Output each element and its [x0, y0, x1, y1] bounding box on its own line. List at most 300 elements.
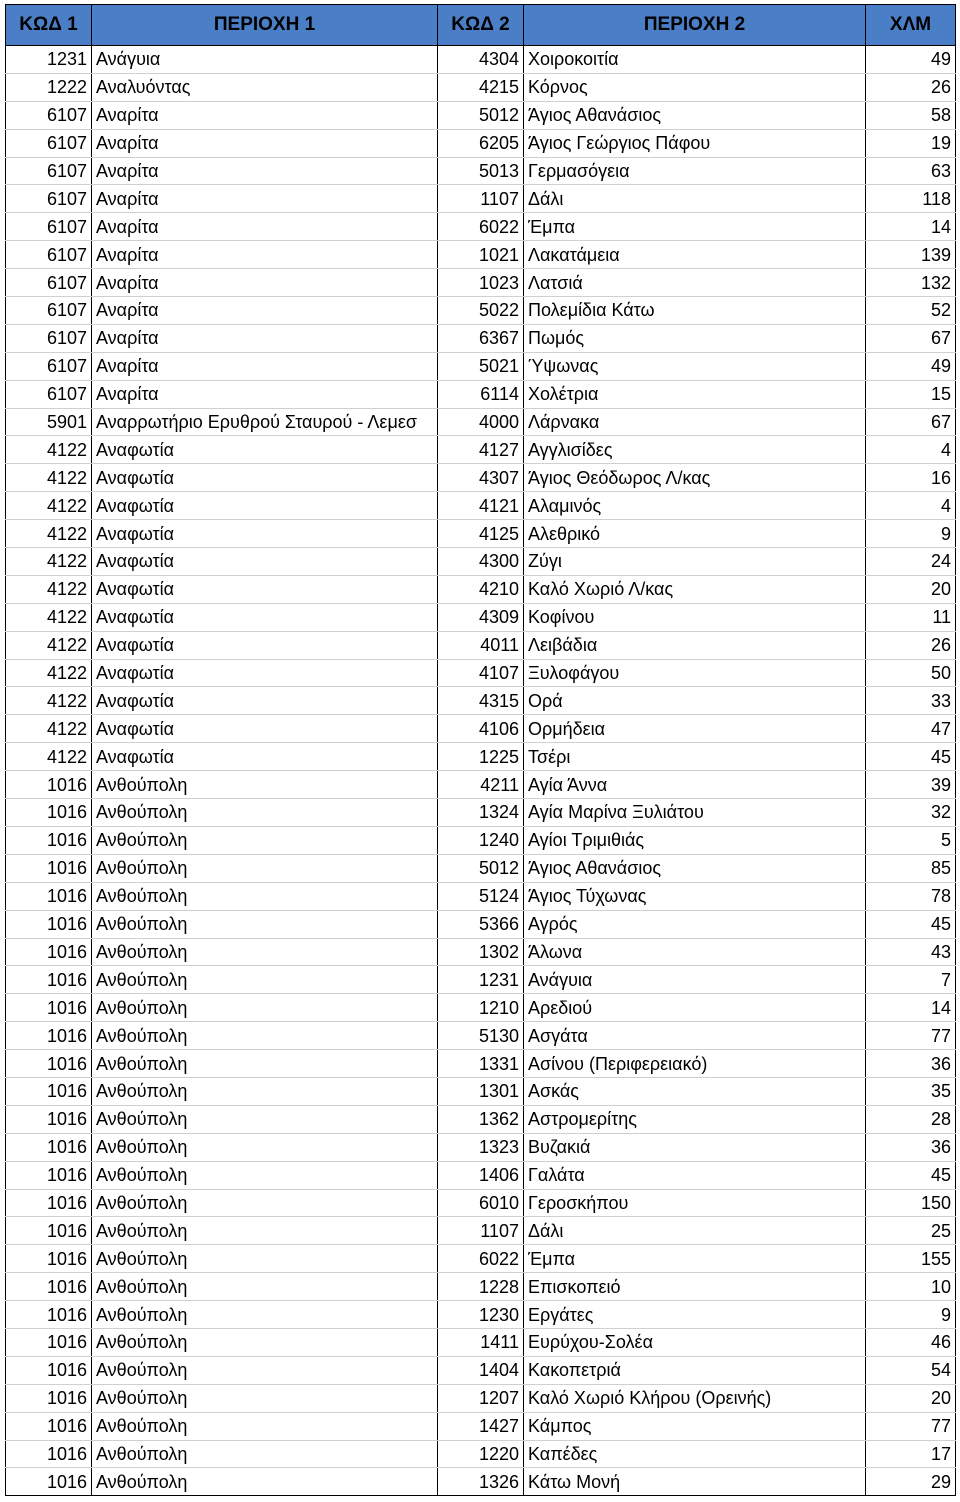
area-2-cell: Χοιροκοιτία	[524, 46, 866, 74]
code-2-cell: 4127	[438, 436, 524, 464]
area-2-cell: Ασίνου (Περιφερειακό)	[524, 1050, 866, 1078]
area-2-cell: Κάτω Μονή	[524, 1468, 866, 1496]
area-2-cell: Πωμός	[524, 324, 866, 352]
area-1-cell: Ανθούπολη	[92, 882, 438, 910]
code-1-cell: 1016	[6, 1412, 92, 1440]
area-2-cell: Αγρός	[524, 910, 866, 938]
area-1-cell: Ανθούπολη	[92, 1161, 438, 1189]
area-2-cell: Αγγλισίδες	[524, 436, 866, 464]
area-1-cell: Αναρρωτήριο Ερυθρού Σταυρού - Λεμεσ	[92, 408, 438, 436]
table-row	[6, 966, 956, 994]
code-2-cell: 1406	[438, 1161, 524, 1189]
area-1-cell: Αναρίτα	[92, 269, 438, 297]
distance-table	[5, 4, 956, 1496]
table-row	[6, 1077, 956, 1105]
area-1-cell: Ανθούπολη	[92, 1273, 438, 1301]
area-1-cell: Ανθούπολη	[92, 1022, 438, 1050]
km-cell: 39	[866, 771, 956, 799]
km-cell: 85	[866, 854, 956, 882]
table-row	[6, 213, 956, 241]
area-1-cell: Αναφωτία	[92, 743, 438, 771]
table-row	[6, 352, 956, 380]
code-2-cell: 1240	[438, 826, 524, 854]
area-2-cell: Άγιος Θεόδωρος Λ/κας	[524, 464, 866, 492]
table-row	[6, 324, 956, 352]
km-cell: 77	[866, 1022, 956, 1050]
area-2-cell: Ευρύχου-Σολέα	[524, 1328, 866, 1356]
area-1-cell: Ανθούπολη	[92, 1105, 438, 1133]
area-2-cell: Κακοπετριά	[524, 1356, 866, 1384]
km-cell: 155	[866, 1245, 956, 1273]
code-1-cell: 1016	[6, 1077, 92, 1105]
code-1-cell: 1016	[6, 1050, 92, 1078]
area-1-cell: Ανθούπολη	[92, 1189, 438, 1217]
area-1-cell: Ανθούπολη	[92, 1077, 438, 1105]
code-1-cell: 6107	[6, 241, 92, 269]
table-row	[6, 548, 956, 576]
code-1-cell: 4122	[6, 603, 92, 631]
km-cell: 7	[866, 966, 956, 994]
km-cell: 78	[866, 882, 956, 910]
code-1-cell: 1016	[6, 1105, 92, 1133]
code-1-cell: 1016	[6, 1022, 92, 1050]
code-2-cell: 1021	[438, 241, 524, 269]
area-2-cell: Λειβάδια	[524, 631, 866, 659]
code-1-cell: 4122	[6, 575, 92, 603]
table-row	[6, 1050, 956, 1078]
km-cell: 36	[866, 1133, 956, 1161]
area-2-cell: Χολέτρια	[524, 380, 866, 408]
area-1-cell: Ανθούπολη	[92, 854, 438, 882]
code-1-cell: 1016	[6, 1301, 92, 1329]
code-1-cell: 4122	[6, 436, 92, 464]
code-1-cell: 1016	[6, 1161, 92, 1189]
table-row	[6, 687, 956, 715]
area-1-cell: Αναφωτία	[92, 520, 438, 548]
area-2-cell: Αγία Άννα	[524, 771, 866, 799]
code-2-cell: 1220	[438, 1440, 524, 1468]
area-2-cell: Γεροσκήπου	[524, 1189, 866, 1217]
area-2-cell: Γερμασόγεια	[524, 157, 866, 185]
area-2-cell: Ορμήδεια	[524, 715, 866, 743]
code-2-cell: 4011	[438, 631, 524, 659]
area-2-cell: Δάλι	[524, 1217, 866, 1245]
table-row	[6, 743, 956, 771]
km-cell: 5	[866, 826, 956, 854]
table-row	[6, 1468, 956, 1496]
area-2-cell: Επισκοπειό	[524, 1273, 866, 1301]
code-1-cell: 4122	[6, 464, 92, 492]
km-cell: 16	[866, 464, 956, 492]
km-cell: 35	[866, 1077, 956, 1105]
code-2-cell: 1107	[438, 1217, 524, 1245]
table-row	[6, 994, 956, 1022]
table-body	[6, 46, 956, 1496]
code-2-cell: 4215	[438, 73, 524, 101]
code-2-cell: 1362	[438, 1105, 524, 1133]
km-cell: 118	[866, 185, 956, 213]
area-1-cell: Αναρίτα	[92, 297, 438, 325]
column-header-code-1: ΚΩΔ 1	[6, 5, 92, 46]
area-2-cell: Ζύγι	[524, 548, 866, 576]
code-2-cell: 4307	[438, 464, 524, 492]
area-2-cell: Καλό Χωριό Κλήρου (Ορεινής)	[524, 1384, 866, 1412]
area-1-cell: Αναφωτία	[92, 687, 438, 715]
km-cell: 24	[866, 548, 956, 576]
code-1-cell: 1016	[6, 1384, 92, 1412]
code-1-cell: 5901	[6, 408, 92, 436]
km-cell: 26	[866, 631, 956, 659]
area-2-cell: Κάμπος	[524, 1412, 866, 1440]
area-2-cell: Αγίοι Τριμιθιάς	[524, 826, 866, 854]
area-1-cell: Αναφωτία	[92, 492, 438, 520]
area-1-cell: Αναφωτία	[92, 715, 438, 743]
km-cell: 45	[866, 910, 956, 938]
area-1-cell: Ανθούπολη	[92, 966, 438, 994]
km-cell: 20	[866, 575, 956, 603]
code-2-cell: 4000	[438, 408, 524, 436]
code-2-cell: 6114	[438, 380, 524, 408]
code-2-cell: 4211	[438, 771, 524, 799]
km-cell: 20	[866, 1384, 956, 1412]
code-1-cell: 1016	[6, 771, 92, 799]
code-2-cell: 1225	[438, 743, 524, 771]
table-row	[6, 1105, 956, 1133]
km-cell: 139	[866, 241, 956, 269]
table-row	[6, 1161, 956, 1189]
code-1-cell: 4122	[6, 520, 92, 548]
table-row	[6, 603, 956, 631]
area-2-cell: Αλαμινός	[524, 492, 866, 520]
km-cell: 26	[866, 73, 956, 101]
code-1-cell: 1016	[6, 1356, 92, 1384]
km-cell: 46	[866, 1328, 956, 1356]
code-1-cell: 1016	[6, 1328, 92, 1356]
area-2-cell: Κοφίνου	[524, 603, 866, 631]
table-row	[6, 659, 956, 687]
table-row	[6, 1412, 956, 1440]
code-2-cell: 5021	[438, 352, 524, 380]
area-1-cell: Ανθούπολη	[92, 1050, 438, 1078]
area-2-cell: Καπέδες	[524, 1440, 866, 1468]
code-2-cell: 1230	[438, 1301, 524, 1329]
area-1-cell: Αναρίτα	[92, 352, 438, 380]
code-1-cell: 4122	[6, 743, 92, 771]
code-1-cell: 1222	[6, 73, 92, 101]
area-1-cell: Αναρίτα	[92, 185, 438, 213]
table-row	[6, 1245, 956, 1273]
code-2-cell: 6022	[438, 1245, 524, 1273]
area-1-cell: Αναρίτα	[92, 157, 438, 185]
code-1-cell: 1016	[6, 994, 92, 1022]
code-2-cell: 1411	[438, 1328, 524, 1356]
code-2-cell: 1427	[438, 1412, 524, 1440]
area-1-cell: Ανθούπολη	[92, 799, 438, 827]
code-1-cell: 1016	[6, 910, 92, 938]
area-2-cell: Άγιος Αθανάσιος	[524, 854, 866, 882]
km-cell: 29	[866, 1468, 956, 1496]
code-1-cell: 1016	[6, 1468, 92, 1496]
table-row	[6, 1384, 956, 1412]
table-row	[6, 464, 956, 492]
column-header-area-2: ΠΕΡΙΟΧΗ 2	[524, 5, 866, 46]
code-2-cell: 4121	[438, 492, 524, 520]
area-2-cell: Αλεθρικό	[524, 520, 866, 548]
km-cell: 9	[866, 1301, 956, 1329]
code-2-cell: 1207	[438, 1384, 524, 1412]
code-2-cell: 1302	[438, 938, 524, 966]
table-row	[6, 297, 956, 325]
area-1-cell: Ανθούπολη	[92, 994, 438, 1022]
km-cell: 25	[866, 1217, 956, 1245]
area-1-cell: Ανθούπολη	[92, 938, 438, 966]
km-cell: 132	[866, 269, 956, 297]
code-1-cell: 6107	[6, 352, 92, 380]
code-2-cell: 5022	[438, 297, 524, 325]
km-cell: 63	[866, 157, 956, 185]
code-2-cell: 1404	[438, 1356, 524, 1384]
table-row	[6, 408, 956, 436]
area-2-cell: Ορά	[524, 687, 866, 715]
area-2-cell: Λακατάμεια	[524, 241, 866, 269]
area-1-cell: Αναφωτία	[92, 659, 438, 687]
km-cell: 45	[866, 1161, 956, 1189]
area-2-cell: Λατσιά	[524, 269, 866, 297]
km-cell: 47	[866, 715, 956, 743]
km-cell: 67	[866, 408, 956, 436]
area-2-cell: Δάλι	[524, 185, 866, 213]
table-row	[6, 436, 956, 464]
table-row	[6, 1217, 956, 1245]
km-cell: 11	[866, 603, 956, 631]
area-1-cell: Ανθούπολη	[92, 1245, 438, 1273]
area-1-cell: Αναφωτία	[92, 464, 438, 492]
table-row	[6, 938, 956, 966]
table-row	[6, 910, 956, 938]
km-cell: 54	[866, 1356, 956, 1384]
area-2-cell: Γαλάτα	[524, 1161, 866, 1189]
km-cell: 58	[866, 101, 956, 129]
code-2-cell: 4309	[438, 603, 524, 631]
code-2-cell: 1231	[438, 966, 524, 994]
area-1-cell: Αναφωτία	[92, 548, 438, 576]
code-1-cell: 1016	[6, 1273, 92, 1301]
km-cell: 49	[866, 352, 956, 380]
area-2-cell: Άγιος Τύχωνας	[524, 882, 866, 910]
km-cell: 43	[866, 938, 956, 966]
code-2-cell: 1323	[438, 1133, 524, 1161]
km-cell: 14	[866, 213, 956, 241]
area-1-cell: Αναρίτα	[92, 380, 438, 408]
area-1-cell: Αναρίτα	[92, 241, 438, 269]
area-1-cell: Αναφωτία	[92, 603, 438, 631]
km-cell: 10	[866, 1273, 956, 1301]
area-2-cell: Αστρομερίτης	[524, 1105, 866, 1133]
table-row	[6, 826, 956, 854]
code-2-cell: 4210	[438, 575, 524, 603]
km-cell: 33	[866, 687, 956, 715]
area-1-cell: Ανθούπολη	[92, 910, 438, 938]
table-row	[6, 1273, 956, 1301]
table-row	[6, 575, 956, 603]
area-2-cell: Άγιος Αθανάσιος	[524, 101, 866, 129]
code-1-cell: 6107	[6, 185, 92, 213]
code-2-cell: 1326	[438, 1468, 524, 1496]
code-2-cell: 5366	[438, 910, 524, 938]
code-2-cell: 5130	[438, 1022, 524, 1050]
code-1-cell: 4122	[6, 631, 92, 659]
km-cell: 49	[866, 46, 956, 74]
area-2-cell: Ξυλοφάγου	[524, 659, 866, 687]
code-2-cell: 5124	[438, 882, 524, 910]
code-1-cell: 4122	[6, 492, 92, 520]
km-cell: 4	[866, 492, 956, 520]
code-2-cell: 4300	[438, 548, 524, 576]
column-header-area-1: ΠΕΡΙΟΧΗ 1	[92, 5, 438, 46]
column-header-km: ΧΛΜ	[866, 5, 956, 46]
area-2-cell: Έμπα	[524, 1245, 866, 1273]
code-2-cell: 1324	[438, 799, 524, 827]
code-2-cell: 4107	[438, 659, 524, 687]
code-1-cell: 1016	[6, 1217, 92, 1245]
table-row	[6, 631, 956, 659]
code-1-cell: 1016	[6, 854, 92, 882]
code-1-cell: 6107	[6, 129, 92, 157]
table-row	[6, 882, 956, 910]
area-2-cell: Τσέρι	[524, 743, 866, 771]
area-1-cell: Ανθούπολη	[92, 1328, 438, 1356]
area-1-cell: Ανθούπολη	[92, 826, 438, 854]
table-row	[6, 241, 956, 269]
code-2-cell: 5013	[438, 157, 524, 185]
km-cell: 45	[866, 743, 956, 771]
table-row	[6, 73, 956, 101]
km-cell: 15	[866, 380, 956, 408]
table-row	[6, 380, 956, 408]
code-2-cell: 1228	[438, 1273, 524, 1301]
code-1-cell: 6107	[6, 324, 92, 352]
area-1-cell: Αναφωτία	[92, 631, 438, 659]
area-1-cell: Ανάγυια	[92, 46, 438, 74]
area-1-cell: Αναρίτα	[92, 129, 438, 157]
area-1-cell: Ανθούπολη	[92, 1133, 438, 1161]
code-1-cell: 1016	[6, 1133, 92, 1161]
km-cell: 50	[866, 659, 956, 687]
code-2-cell: 5012	[438, 854, 524, 882]
code-1-cell: 1016	[6, 799, 92, 827]
km-cell: 4	[866, 436, 956, 464]
area-2-cell: Καλό Χωριό Λ/κας	[524, 575, 866, 603]
code-2-cell: 4304	[438, 46, 524, 74]
area-2-cell: Έμπα	[524, 213, 866, 241]
area-2-cell: Αγία Μαρίνα Ξυλιάτου	[524, 799, 866, 827]
code-1-cell: 6107	[6, 297, 92, 325]
code-1-cell: 1231	[6, 46, 92, 74]
area-1-cell: Αναρίτα	[92, 324, 438, 352]
table-row	[6, 101, 956, 129]
code-2-cell: 1210	[438, 994, 524, 1022]
area-2-cell: Ύψωνας	[524, 352, 866, 380]
code-1-cell: 1016	[6, 1440, 92, 1468]
area-1-cell: Αναλυόντας	[92, 73, 438, 101]
code-2-cell: 6367	[438, 324, 524, 352]
km-cell: 67	[866, 324, 956, 352]
table-row	[6, 269, 956, 297]
code-2-cell: 6022	[438, 213, 524, 241]
code-1-cell: 1016	[6, 938, 92, 966]
area-2-cell: Πολεμίδια Κάτω	[524, 297, 866, 325]
km-cell: 36	[866, 1050, 956, 1078]
area-2-cell: Κόρνος	[524, 73, 866, 101]
header-row	[6, 5, 956, 46]
table-row	[6, 185, 956, 213]
km-cell: 150	[866, 1189, 956, 1217]
table-row	[6, 1440, 956, 1468]
code-2-cell: 1107	[438, 185, 524, 213]
code-1-cell: 4122	[6, 548, 92, 576]
code-1-cell: 1016	[6, 1245, 92, 1273]
table-row	[6, 129, 956, 157]
area-2-cell: Ασκάς	[524, 1077, 866, 1105]
area-1-cell: Ανθούπολη	[92, 1356, 438, 1384]
area-2-cell: Ασγάτα	[524, 1022, 866, 1050]
km-cell: 17	[866, 1440, 956, 1468]
area-1-cell: Ανθούπολη	[92, 771, 438, 799]
code-1-cell: 6107	[6, 157, 92, 185]
code-2-cell: 5012	[438, 101, 524, 129]
area-1-cell: Αναρίτα	[92, 213, 438, 241]
table-header	[6, 5, 956, 46]
area-2-cell: Άγιος Γεώργιος Πάφου	[524, 129, 866, 157]
code-1-cell: 1016	[6, 1189, 92, 1217]
km-cell: 32	[866, 799, 956, 827]
area-1-cell: Ανθούπολη	[92, 1468, 438, 1496]
table-row	[6, 854, 956, 882]
code-1-cell: 6107	[6, 380, 92, 408]
code-1-cell: 4122	[6, 659, 92, 687]
km-cell: 14	[866, 994, 956, 1022]
area-1-cell: Αναφωτία	[92, 436, 438, 464]
table-row	[6, 1301, 956, 1329]
code-2-cell: 1331	[438, 1050, 524, 1078]
area-2-cell: Εργάτες	[524, 1301, 866, 1329]
code-2-cell: 4125	[438, 520, 524, 548]
km-cell: 19	[866, 129, 956, 157]
code-1-cell: 6107	[6, 269, 92, 297]
area-1-cell: Ανθούπολη	[92, 1384, 438, 1412]
code-2-cell: 6205	[438, 129, 524, 157]
code-1-cell: 6107	[6, 101, 92, 129]
table-row	[6, 715, 956, 743]
table-row	[6, 1022, 956, 1050]
table-row	[6, 799, 956, 827]
column-header-code-2: ΚΩΔ 2	[438, 5, 524, 46]
table-row	[6, 1328, 956, 1356]
km-cell: 9	[866, 520, 956, 548]
area-2-cell: Ανάγυια	[524, 966, 866, 994]
table-row	[6, 492, 956, 520]
table-row	[6, 771, 956, 799]
km-cell: 28	[866, 1105, 956, 1133]
code-1-cell: 1016	[6, 966, 92, 994]
table-row	[6, 520, 956, 548]
area-1-cell: Αναρίτα	[92, 101, 438, 129]
table-row	[6, 1189, 956, 1217]
area-1-cell: Ανθούπολη	[92, 1412, 438, 1440]
km-cell: 52	[866, 297, 956, 325]
code-2-cell: 1301	[438, 1077, 524, 1105]
area-1-cell: Ανθούπολη	[92, 1217, 438, 1245]
